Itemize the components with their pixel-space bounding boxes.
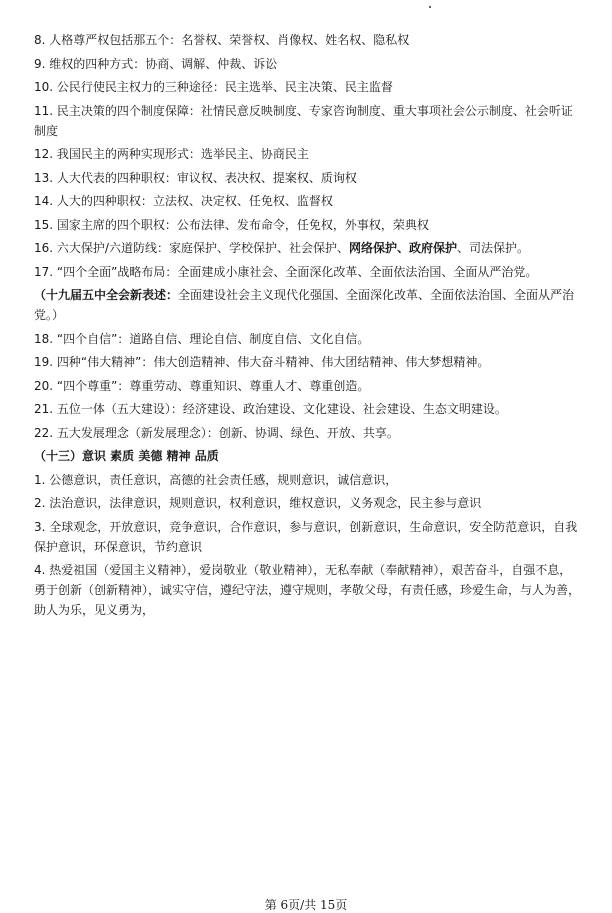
list-item-16-text: 16. 六大保护/六道防线：家庭保护、学校保护、社会保护、 (34, 241, 349, 255)
list-item-18: 18. “四个自信”：道路自信、理论自信、制度自信、文化自信。 (34, 331, 370, 346)
list-item-12: 12. 我国民主的两种实现形式：选举民主、协商民主 (34, 147, 309, 161)
list-item-16-tail: 、司法保护。 (456, 241, 529, 255)
list-item-11: 11. 民主决策的四个制度保障：社情民意反映制度、专家咨询制度、重大事项社会公示制度、社会听证制度 (34, 103, 573, 138)
list-item-17-note (34, 285, 582, 325)
note-text: 全面建设社会主义现代化强国、全面深化改革、全面依法治国、全面从严治党。） (34, 288, 575, 322)
list-item-16 (34, 238, 582, 258)
list-item-15: 15. 国家主席的四个职权：公布法律、发布命令，任免权，外事权，荣典权 (34, 217, 429, 232)
note-label: （十九届五中全会新表述： (34, 288, 179, 302)
list-item-10: 10. 公民行使民主权力的三种途径：民主选举、民主决策、民主监督 (34, 80, 393, 94)
section-item-4: 4. 热爱祖国（爱国主义精神），爱岗敬业（敬业精神），无私奉献（奉献精神），艰苦奋斗，自强不息，勇于创新（创新精神），诚实守信，遵纪守法，遵守规则，孝敬父母，有责任感，珍爱生命，与人为善，助人为乐，见义勇为， (34, 563, 581, 617)
list-item-14: 14. 人大的四种职权：立法权、决定权、任免权、监督权 (34, 194, 333, 208)
document-body (34, 30, 582, 624)
section-item-2: 2. 法治意识，法律意识，规则意识，权利意识，维权意识，义务观念，民主参与意识 (34, 496, 482, 510)
section-item-1: 1. 公德意识，责任意识，高德的社会责任感，规则意识，诚信意识， (34, 472, 398, 487)
page-number: 第 6页/共 15页 (264, 898, 348, 912)
list-item-16-bold: 网络保护、政府保护 (348, 241, 457, 255)
list-item-21: 21. 五位一体（五大建设）：经济建设、政治建设、文化建设、社会建设、生态文明建设。 (34, 402, 507, 416)
list-item-9: 9. 维权的四种方式：协商、调解、仲裁、诉讼 (34, 56, 278, 71)
section-heading: （十三）意识 素质 美德 精神 品质 (34, 449, 219, 463)
section-item-3: 3. 全球观念，开放意识，竞争意识，合作意识，参与意识，创新意识，生命意识，安全防范意识，自我保护意识，环保意识，节约意识 (34, 519, 578, 554)
list-item-20: 20. “四个尊重”：尊重劳动、尊重知识、尊重人才、尊重创造。 (34, 378, 370, 393)
list-item-8: 8. 人格尊严权包括那五个：名誉权、荣誉权、肖像权、姓名权、隐私权 (34, 33, 410, 47)
list-item-22: 22. 五大发展理念（新发展理念）：创新、协调、绿色、开放、共享。 (34, 425, 399, 440)
corner-mark (429, 6, 431, 8)
list-item-19: 19. 四种“伟大精神”：伟大创造精神、伟大奋斗精神、伟大团结精神、伟大梦想精神。 (34, 355, 490, 369)
list-item-17: 17. “四个全面”战略布局：全面建成小康社会、全面深化改革、全面依法治国、全面从严治党。 (34, 264, 538, 279)
list-item-13: 13. 人大代表的四种职权：审议权、表决权、提案权、质询权 (34, 170, 357, 185)
